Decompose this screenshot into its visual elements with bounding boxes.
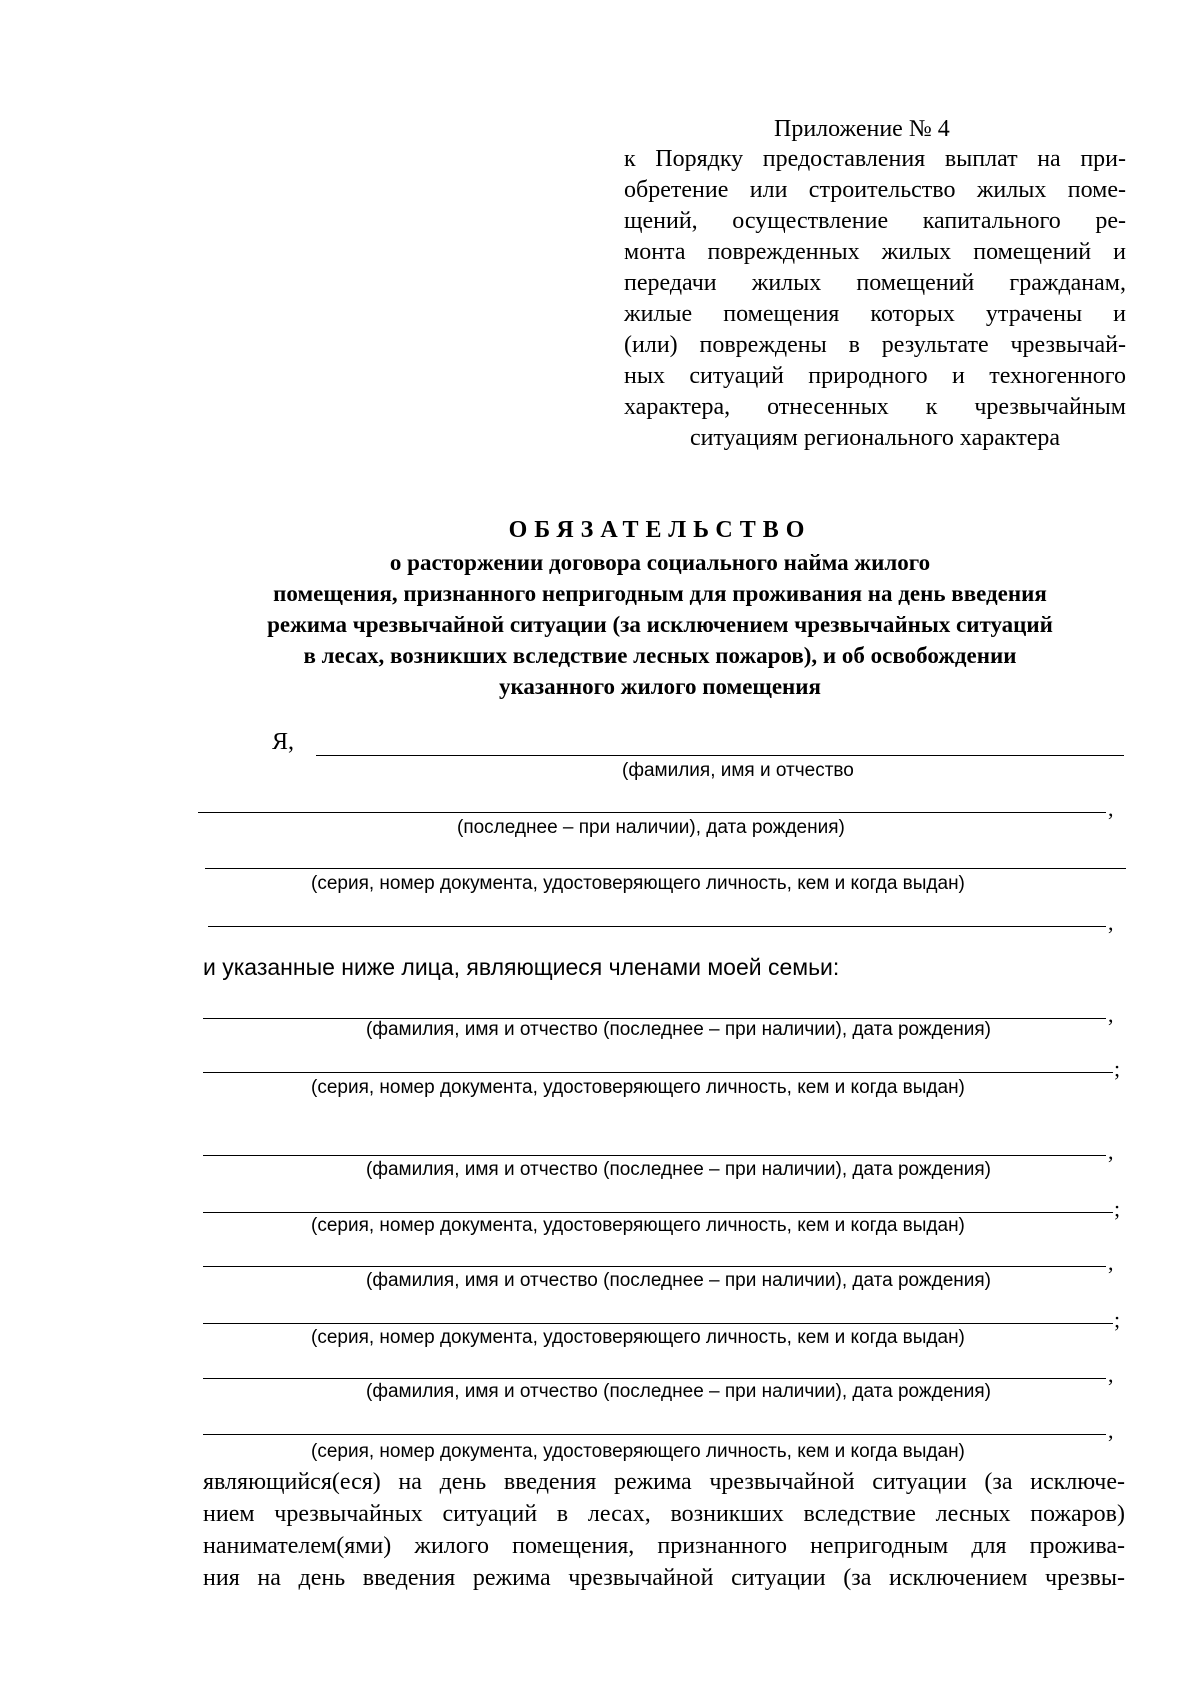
closing-line: нием чрезвычайных ситуаций в лесах, возникших вследствие лесных пожаров) [203, 1501, 1125, 1527]
family-member-document-field[interactable] [203, 1323, 1113, 1324]
family-member-name-caption: (фамилия, имя и отчество (последнее – при наличии), дата рождения) [366, 1381, 991, 1402]
appendix-title: Приложение № 4 [774, 116, 950, 142]
family-member-name-field[interactable] [203, 1266, 1106, 1267]
family-member-document-caption: (серия, номер документа, удостоверяющего личность, кем и когда выдан) [311, 1327, 965, 1348]
comma-mark: , [1108, 1250, 1114, 1275]
document-subtitle-line: помещения, признанного непригодным для проживания на день введения [273, 581, 1047, 606]
document-heading [190, 513, 1130, 702]
family-member-document-caption: (серия, номер документа, удостоверяющего личность, кем и когда выдан) [311, 1215, 965, 1236]
appendix-line: монта поврежденных жилых помещений и [624, 239, 1126, 265]
family-member-document-field[interactable] [203, 1434, 1106, 1435]
applicant-name-field[interactable] [316, 755, 1124, 756]
appendix-line: ситуациям регионального характера [689, 425, 1061, 451]
comma-mark: , [1108, 1418, 1114, 1443]
appendix-line: ных ситуаций природного и техногенного [624, 363, 1126, 389]
applicant-name-caption: (фамилия, имя и отчество [622, 760, 854, 781]
comma-mark: , [1108, 910, 1114, 935]
closing-line: ния на день введения режима чрезвычайной ситуации (за исключением чрезвы- [203, 1565, 1125, 1591]
closing-line: нанимателем(ями) жилого помещения, признанного непригодным для прожива- [203, 1533, 1125, 1559]
document-subtitle-line: указанного жилого помещения [499, 674, 821, 699]
applicant-birthdate-field[interactable] [198, 812, 1106, 813]
comma-mark: , [1108, 1002, 1114, 1027]
family-member-document-caption: (серия, номер документа, удостоверяющего личность, кем и когда выдан) [311, 1441, 965, 1462]
appendix-line: обретение или строительство жилых поме- [624, 177, 1126, 203]
document-subtitle-line: в лесах, возникших вследствие лесных пожаров), и об освобождении [303, 643, 1017, 668]
family-member-name-caption: (фамилия, имя и отчество (последнее – при наличии), дата рождения) [366, 1159, 991, 1180]
comma-mark: , [1108, 1362, 1114, 1387]
appendix-line: щений, осуществление капитального ре- [624, 208, 1126, 234]
family-member-name-field[interactable] [203, 1155, 1106, 1156]
semicolon-mark: ; [1114, 1196, 1121, 1221]
applicant-document-caption: (серия, номер документа, удостоверяющего личность, кем и когда выдан) [311, 873, 965, 894]
family-member-document-caption: (серия, номер документа, удостоверяющего личность, кем и когда выдан) [311, 1077, 965, 1098]
applicant-document-field[interactable] [205, 868, 1126, 869]
appendix-text [624, 144, 1126, 454]
appendix-block [624, 114, 1126, 454]
appendix-line: передачи жилых помещений гражданам, [624, 270, 1126, 296]
document-subtitle-line: о расторжении договора социального найма жилого [389, 550, 931, 575]
family-member-name-field[interactable] [203, 1378, 1106, 1379]
closing-paragraph [203, 1466, 1125, 1594]
applicant-birthdate-caption: (последнее – при наличии), дата рождения) [457, 817, 845, 838]
family-member-name-caption: (фамилия, имя и отчество (последнее – при наличии), дата рождения) [366, 1019, 991, 1040]
closing-line: являющийся(еся) на день введения режима чрезвычайной ситуации (за исключе- [203, 1469, 1125, 1495]
appendix-line: характера, отнесенных к чрезвычайным [624, 394, 1126, 420]
appendix-line: (или) повреждены в результате чрезвычай- [624, 332, 1126, 358]
semicolon-mark: ; [1114, 1307, 1121, 1332]
appendix-line: жилые помещения которых утрачены и [624, 301, 1126, 327]
family-intro: и указанные ниже лица, являющиеся членами моей семьи: [203, 954, 840, 980]
family-member-document-field[interactable] [203, 1212, 1113, 1213]
applicant-document-field-cont[interactable] [208, 926, 1106, 927]
document-title: ОБЯЗАТЕЛЬСТВО [508, 517, 812, 543]
family-member-document-field[interactable] [203, 1072, 1113, 1073]
appendix-line: к Порядку предоставления выплат на при- [624, 146, 1126, 172]
comma-mark: , [1108, 1139, 1114, 1164]
family-member-name-caption: (фамилия, имя и отчество (последнее – при наличии), дата рождения) [366, 1270, 991, 1291]
semicolon-mark: ; [1114, 1056, 1121, 1081]
applicant-prefix: Я, [272, 729, 295, 755]
comma-mark: , [1108, 796, 1114, 821]
document-subtitle-line: режима чрезвычайной ситуации (за исключением чрезвычайных ситуаций [267, 612, 1053, 637]
